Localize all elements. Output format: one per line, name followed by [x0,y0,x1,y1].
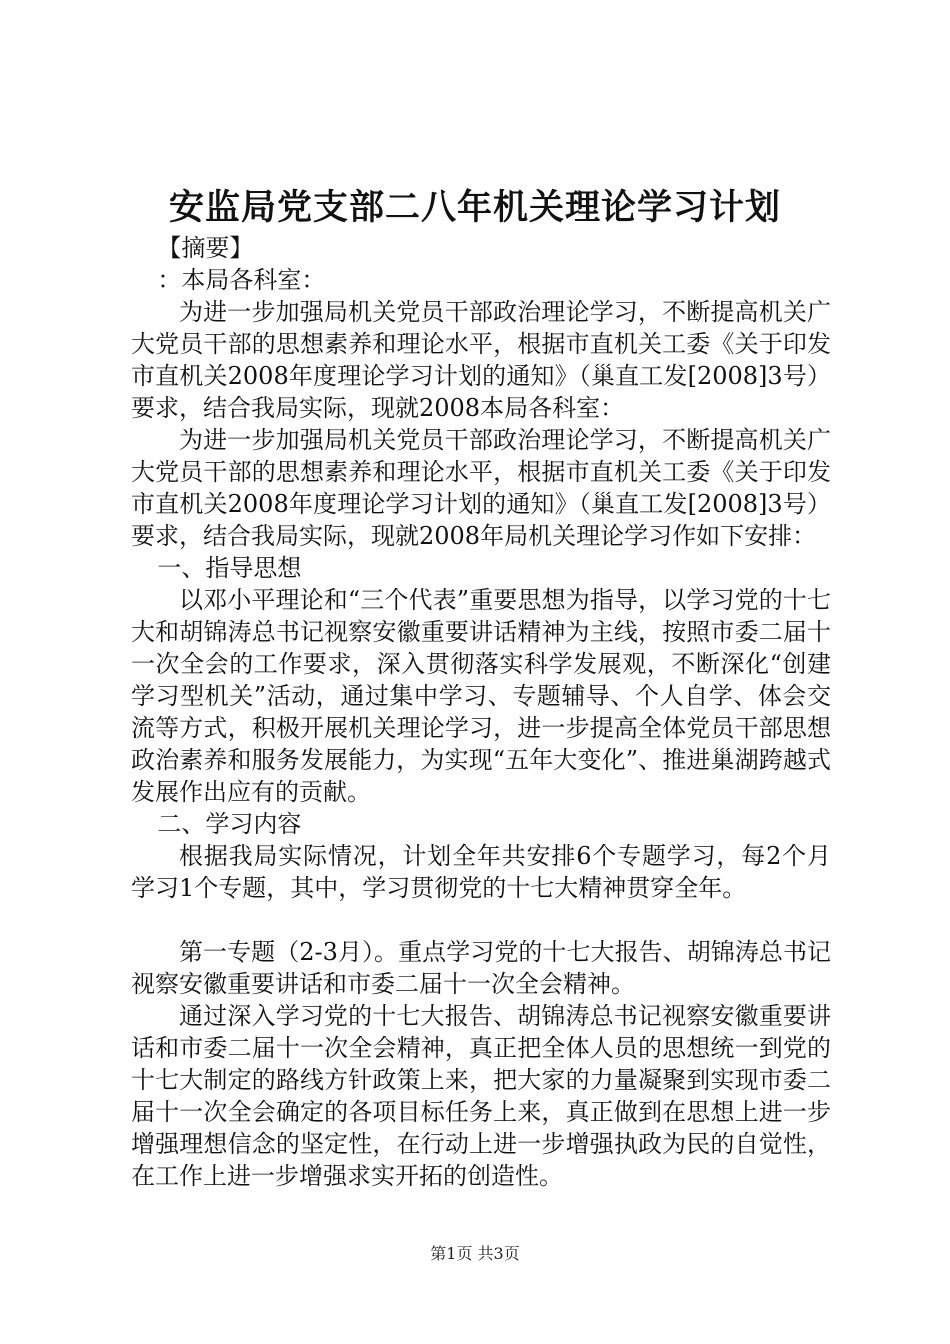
page-footer: 第1页 共3页 [430,1244,520,1263]
document-title: 安监局党支部二八年机关理论学习计划 [168,187,781,228]
intro-paragraph-1: 为进一步加强局机关党员干部政治理论学习，不断提高机关广大党员干部的思想素养和理论水平，根据市直机关工委《关于印发市直机关2008年度理论学习计划的通知》（巢直工发[2008]3号）要求，结合我局实际，现就2008本局各科室： [131,298,831,422]
abstract-label: 【摘要】 [157,234,254,262]
section-1-text: 以邓小平理论和“三个代表”重要思想为指导，以学习党的十七大和胡锦涛总书记视察安徽重要讲话精神为主线，按照市委二届十一次全会的工作要求，深入贯彻落实科学发展观，不断深化“创建学习型机关”活动，通过集中学习、专题辅导、个人自学、体会交流等方式，积极开展机关理论学习，进一步提高全体党员干部思想政治素养和服务发展能力，为实现“五年大变化”、推进巢湖跨越式发展作出应有的贡献。 [131,586,831,806]
intro-paragraph-2: 为进一步加强局机关党员干部政治理论学习，不断提高机关广大党员干部的思想素养和理论水平，根据市直机关工委《关于印发市直机关2008年度理论学习计划的通知》（巢直工发[2008]3号）要求，结合我局实际，现就2008年局机关理论学习作如下安排： [131,426,831,550]
section-2-heading: 二、学习内容 [157,810,302,838]
salutation: ：本局各科室： [157,266,326,294]
topic-1-text: 通过深入学习党的十七大报告、胡锦涛总书记视察安徽重要讲话和市委二届十一次全会精神，真正把全体人员的思想统一到党的十七大制定的路线方针政策上来，把大家的力量凝聚到实现市委二届十一次全会确定的各项目标任务上来，真正做到在思想上进一步增强理想信念的坚定性，在行动上进一步增强执政为民的自觉性，在工作上进一步增强求实开拓的创造性。 [131,1002,831,1190]
document-body [131,232,831,1192]
section-2-text: 根据我局实际情况，计划全年共安排6个专题学习，每2个月学习1个专题，其中，学习贯彻党的十七大精神贯穿全年。 [131,842,831,902]
topic-1-heading: 第一专题（2-3月）。重点学习党的十七大报告、胡锦涛总书记视察安徽重要讲话和市委二届十一次全会精神。 [131,938,831,998]
paragraph-gap [131,904,831,936]
section-1-heading: 一、指导思想 [157,554,302,582]
